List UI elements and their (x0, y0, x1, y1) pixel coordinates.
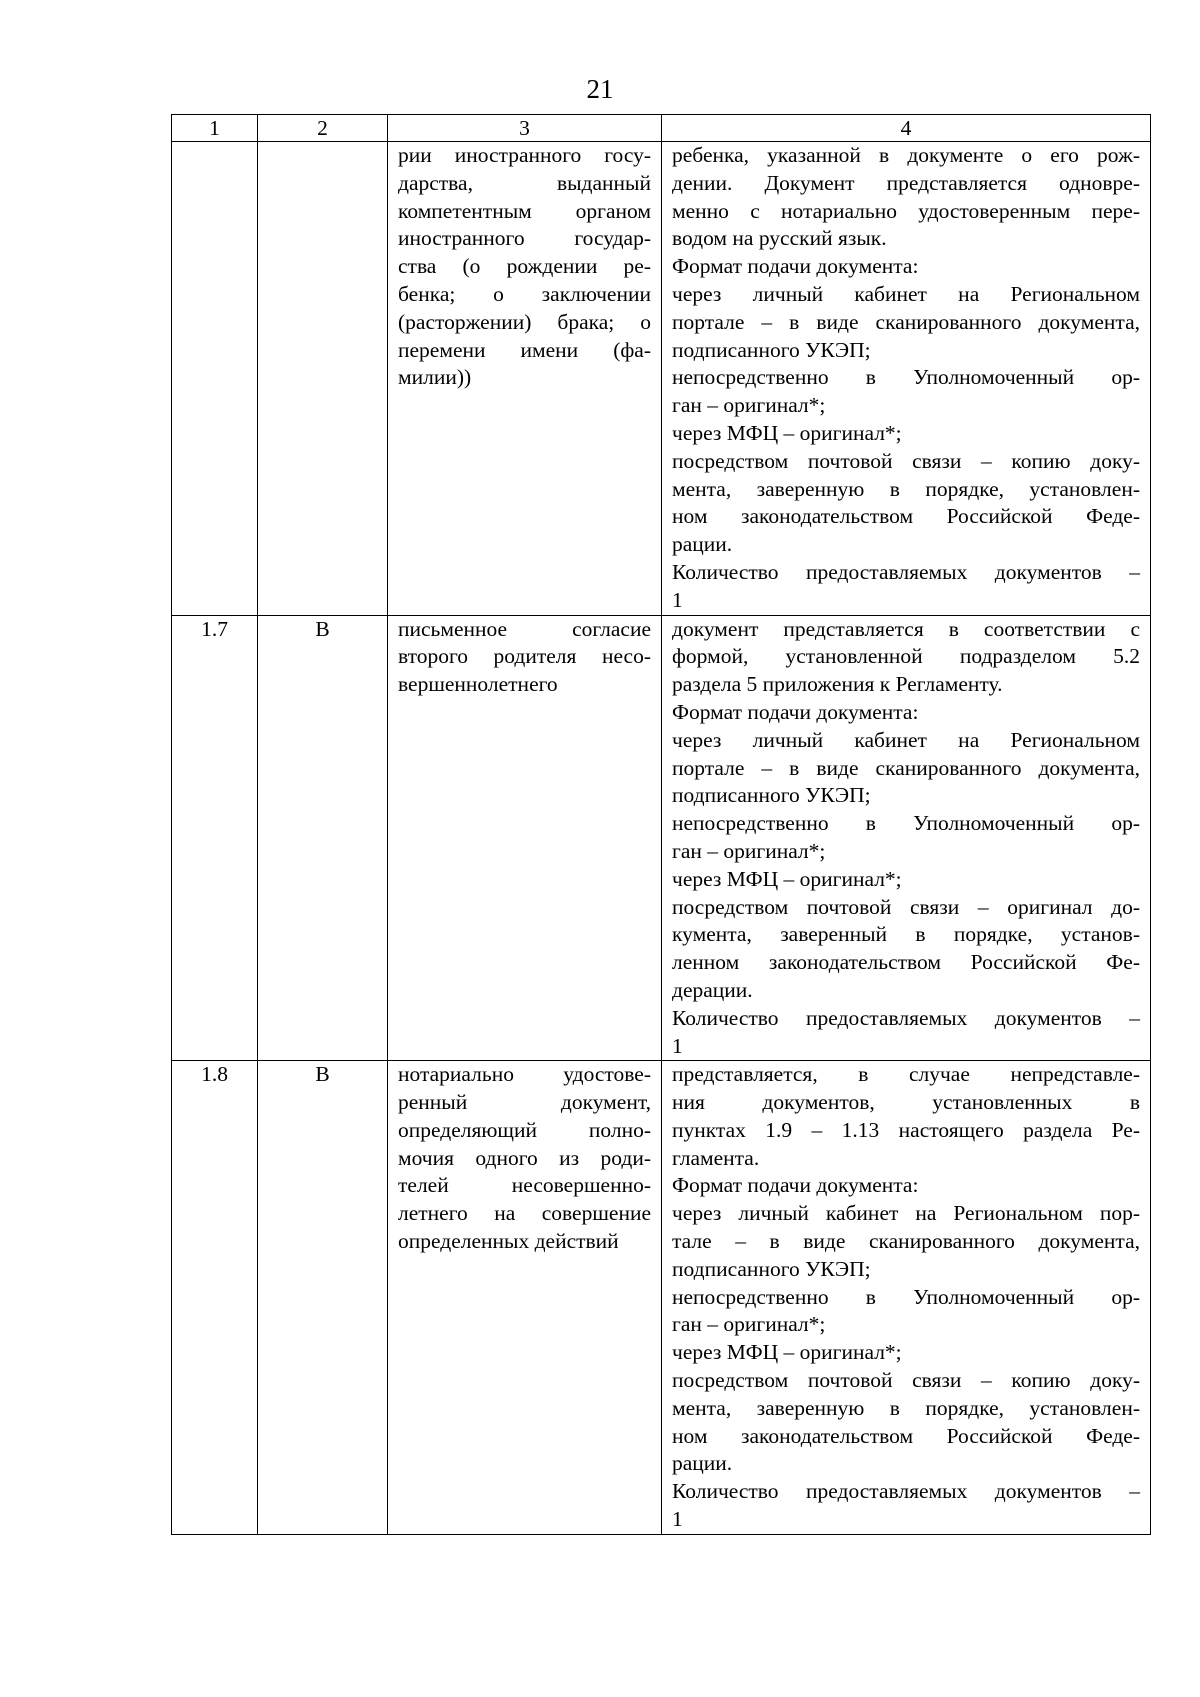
document-description-line: посредством почтовой связи – копию доку- (672, 448, 1140, 473)
header-cell-1: 1 (172, 115, 258, 142)
document-description-line: через МФЦ – оригинал*; (672, 420, 902, 445)
document-description-line: дерации. (672, 977, 753, 1002)
document-description-line: кумента, заверенный в порядке, установ- (672, 922, 1140, 947)
document-name-line: мочия одного из роди- (398, 1145, 651, 1170)
header-cell-2: 2 (258, 115, 388, 142)
document-description-line: мента, заверенную в порядке, установлен- (672, 1395, 1140, 1420)
document-description-line: ленном законодательством Российской Фе- (672, 950, 1140, 975)
document-name-line: милии)) (398, 365, 472, 390)
document-description-line: менно с нотариально удостоверенным пере- (672, 198, 1140, 223)
document-description-line: ган – оригинал*; (672, 393, 826, 418)
document-description-line: Количество предоставляемых документов – (672, 559, 1140, 584)
document-description-line: Формат подачи документа: (672, 699, 919, 724)
document-description-line: непосредственно в Уполномоченный ор- (672, 365, 1140, 390)
document-description-line: посредством почтовой связи – оригинал до- (672, 894, 1140, 919)
document-description-line: гламента. (672, 1145, 760, 1170)
document-description-line: пунктах 1.9 – 1.13 настоящего раздела Ре- (672, 1117, 1140, 1142)
document-description-cell (662, 615, 1151, 1061)
document-description-line: ном законодательством Российской Феде- (672, 504, 1140, 529)
document-name-line: (расторжении) брака; о (398, 309, 651, 334)
document-description-line: посредством почтовой связи – копию доку- (672, 1368, 1140, 1393)
row-number-cell: 1.7 (172, 615, 258, 1061)
document-description-line: подписанного УКЭП; (672, 337, 871, 362)
document-description-line: ребенка, указанной в документе о его рож- (672, 143, 1140, 167)
document-description-line: тале – в виде сканированного документа, (672, 1229, 1140, 1254)
document-description-line: через МФЦ – оригинал*; (672, 1340, 902, 1365)
table-body (172, 115, 1151, 1535)
row-type-cell (258, 142, 388, 616)
document-description-line: рации. (672, 1451, 733, 1476)
document-description-line: рации. (672, 532, 733, 557)
document-description-line: Формат подачи документа: (672, 1173, 919, 1198)
document-description-line: ган – оригинал*; (672, 838, 826, 863)
document-description-line: подписанного УКЭП; (672, 1256, 871, 1281)
document-name-line: вершеннолетнего (398, 672, 558, 697)
document-description-line: непосредственно в Уполномоченный ор- (672, 1284, 1140, 1309)
table-row (172, 142, 1151, 616)
document-description-line: формой, установленной подразделом 5.2 (672, 644, 1140, 669)
document-name-line: бенка; о заключении (398, 281, 651, 306)
document-description-line: 1 (672, 1033, 683, 1058)
document-name-cell (388, 615, 662, 1061)
document-name-line: ства (о рождении ре- (398, 254, 651, 279)
document-description-line: подписанного УКЭП; (672, 783, 871, 808)
document-name-line: дарства, выданный (398, 170, 651, 195)
document-name-line: рии иностранного госу- (398, 143, 651, 167)
document-description-line: через личный кабинет на Региональном пор- (672, 1201, 1140, 1226)
row-type-cell: В (258, 1061, 388, 1535)
document-description-line: мента, заверенную в порядке, установлен- (672, 476, 1140, 501)
header-row (172, 115, 1151, 142)
document-description-line: портале – в виде сканированного документа, (672, 309, 1140, 334)
document-name-cell (388, 1061, 662, 1535)
document-description-line: Количество предоставляемых документов – (672, 1479, 1140, 1504)
document-description-line: ном законодательством Российской Феде- (672, 1423, 1140, 1448)
document-description-line: раздела 5 приложения к Регламенту. (672, 672, 1003, 697)
document-name-line: определяющий полно- (398, 1117, 651, 1142)
document-description-cell (662, 142, 1151, 616)
document-description-cell (662, 1061, 1151, 1535)
document-name-line: компетентным органом (398, 198, 651, 223)
document-description-line: дении. Документ представляется одновре- (672, 170, 1140, 195)
document-description-line: документ представляется в соответствии с (672, 616, 1140, 641)
document-description-line: 1 (672, 1507, 683, 1532)
document-description-line: непосредственно в Уполномоченный ор- (672, 811, 1140, 836)
document-name-line: летнего на совершение (398, 1201, 651, 1226)
document-description-line: ния документов, установленных в (672, 1090, 1140, 1115)
document-name-cell (388, 142, 662, 616)
document-name-line: нотариально удостове- (398, 1062, 651, 1087)
document-description-line: ган – оригинал*; (672, 1312, 826, 1337)
document-name-line: иностранного государ- (398, 226, 651, 251)
document-description-line: водом на русский язык. (672, 226, 887, 251)
document-name-line: перемени имени (фа- (398, 337, 651, 362)
document-description-line: представляется, в случае непредставле- (672, 1062, 1140, 1087)
header-cell-4: 4 (662, 115, 1151, 142)
document-description-line: портале – в виде сканированного документа, (672, 755, 1140, 780)
document-description-line: через личный кабинет на Региональном (672, 727, 1140, 752)
row-type-cell: В (258, 615, 388, 1061)
document-name-line: письменное согласие (398, 616, 651, 641)
documents-table (171, 114, 1151, 1535)
document-description-line: Количество предоставляемых документов – (672, 1005, 1140, 1030)
page-number: 21 (586, 74, 614, 104)
document-name-line: второго родителя несо- (398, 644, 651, 669)
document-name-line: определенных действий (398, 1229, 619, 1254)
header-cell-3: 3 (388, 115, 662, 142)
row-number-cell: 1.8 (172, 1061, 258, 1535)
table-row (172, 1061, 1151, 1535)
document-description-line: через личный кабинет на Региональном (672, 281, 1140, 306)
document-description-line: через МФЦ – оригинал*; (672, 866, 902, 891)
document-name-line: телей несовершенно- (398, 1173, 651, 1198)
document-description-line: Формат подачи документа: (672, 254, 919, 279)
document-name-line: ренный документ, (398, 1090, 651, 1115)
table-row (172, 615, 1151, 1061)
row-number-cell (172, 142, 258, 616)
document-description-line: 1 (672, 587, 683, 612)
